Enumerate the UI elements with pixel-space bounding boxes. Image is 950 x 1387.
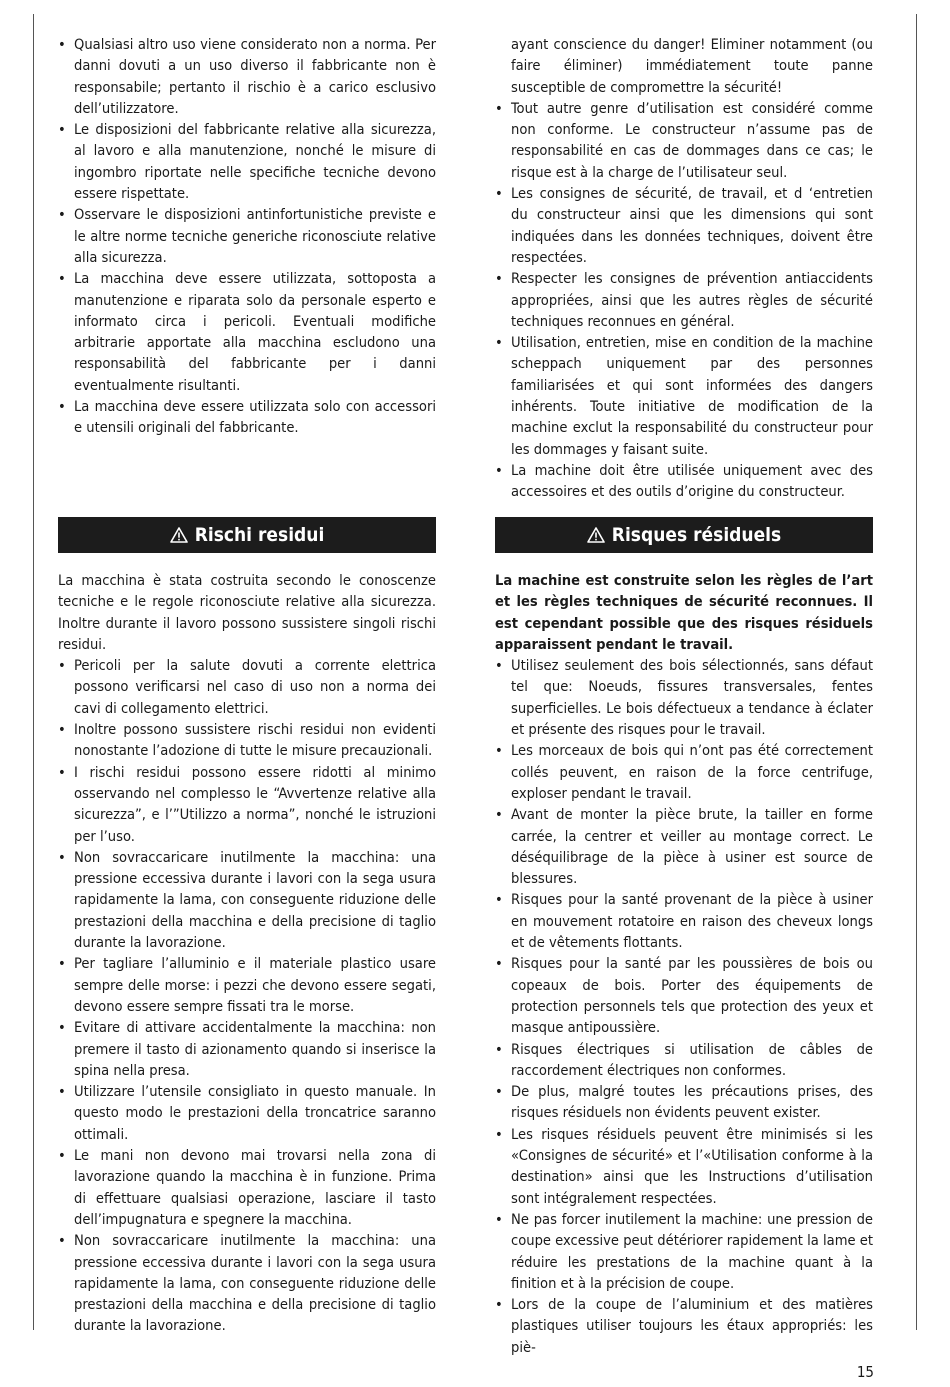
heading-text: Risques résiduels: [611, 524, 782, 546]
right-margin-rule: [916, 14, 917, 1330]
list-item: • Non sovraccaricare inutilmente la macchina: una pressione eccessiva durante i lavori con la sega usura rapidamente la lama, con conseguente riduzione delle prestazioni della macchina e della precisione di taglio durante la lavorazione.: [58, 847, 436, 953]
list-item: • Les consignes de sécurité, de travail, et d ‘entretien du constructeur ainsi que les dimensions qui sont indiquées dans les données techniques, doivent être respectées.: [495, 183, 873, 268]
left-top-list: [58, 34, 436, 439]
list-item: • Le disposizioni del fabbricante relative alla sicurezza, al lavoro e alla manutenzione, nonché le misure di ingombro riportate nelle specifiche tecniche devono essere rispettate.: [58, 119, 436, 204]
left-margin-rule: [33, 14, 34, 1330]
list-item: • Pericoli per la salute dovuti a corrente elettrica possono verificarsi nel caso di uso non a norma dei cavi di collegamento elettrici.: [58, 655, 436, 719]
list-item: • Tout autre genre d’utilisation est considéré comme non conforme. Le constructeur n’assume pas de responsabilité en cas de dommages dans ce cas; le risque est à la charge de l’utilisateur seul.: [495, 98, 873, 183]
right-residual-section: [495, 570, 873, 1358]
list-item: • Respecter les consignes de prévention antiaccidents appropriées, ainsi que les autres règles de sécurité techniques reconnues en général.: [495, 268, 873, 332]
list-item: • De plus, malgré toutes les précautions prises, des risques résiduels non évidents peuvent exister.: [495, 1081, 873, 1124]
section-intro: La macchina è stata costruita secondo le conoscenze tecniche e le regole riconosciute relative alla sicurezza. Inoltre durante il lavoro possono sussistere singoli rischi residui.: [58, 572, 436, 653]
warning-triangle-icon: [587, 527, 605, 543]
left-top-column: [58, 34, 436, 439]
section-heading-risques-residuels: [495, 517, 873, 553]
list-item: • Ne pas forcer inutilement la machine: une pression de coupe excessive peut détériorer rapidement la lame et réduire les prestations de la machine quant à la finition et à la précision de coupe.: [495, 1209, 873, 1294]
list-item: • I rischi residui possono essere ridotti al minimo osservando nel complesso le “Avvertenze relative alla sicurezza”, e l’”Utilizzo a norma”, nonché le istruzioni per l’uso.: [58, 762, 436, 847]
continuation-text: ayant conscience du danger! Eliminer notamment (ou faire éliminer) immédiatement toute panne susceptible de compromettre la sécurité!: [511, 36, 873, 96]
list-item: • Utilisation, entretien, mise en condition de la machine scheppach uniquement par des personnes familiarisées et qui sont informées des dangers inhérents. Toute initiative de modification de la machine exclut la responsabilité du constructeur pour les dommages y faisant suite.: [495, 332, 873, 460]
warning-triangle-icon: [170, 527, 188, 543]
list-item: • Osservare le disposizioni antinfortunistiche previste e le altre norme tecniche generiche riconosciute relative alla sicurezza.: [58, 204, 436, 268]
list-item: • Inoltre possono sussistere rischi residui non evidenti nonostante l’adozione di tutte le misure precauzionali.: [58, 719, 436, 762]
list-item: • Per tagliare l’alluminio e il materiale plastico usare sempre delle morse: i pezzi che devono essere segati, devono essere sempre fissati tra le morse.: [58, 953, 436, 1017]
list-item: • Risques électriques si utilisation de câbles de raccordement électriques non conformes.: [495, 1039, 873, 1082]
list-item: • La macchina deve essere utilizzata, sottoposta a manutenzione e riparata solo da personale esperto e informato circa i pericoli. Eventuali modifiche arbitrarie apportate alla macchina escludono una responsabilità del fabbricante per i danni eventualmente risultanti.: [58, 268, 436, 396]
left-residual-section: [58, 570, 436, 1337]
list-item: • Evitare di attivare accidentalmente la macchina: non premere il tasto di azionamento quando si inserisce la spina nella presa.: [58, 1017, 436, 1081]
heading-text: Rischi residui: [194, 524, 325, 546]
list-item: • Risques pour la santé par les poussières de bois ou copeaux de bois. Porter des équipements de protection personnels tels que protection des yeux et masque antipoussière.: [495, 953, 873, 1038]
list-item: • Utilizzare l’utensile consigliato in questo manuale. In questo modo le prestazioni della troncatrice saranno ottimali.: [58, 1081, 436, 1145]
list-item: • Qualsiasi altro uso viene considerato non a norma. Per danni dovuti a un uso diverso il fabbricante non è responsabile; pertanto il rischio è a carico esclusivo dell’utilizzatore.: [58, 34, 436, 119]
right-top-list: [495, 98, 873, 503]
section-heading-rischi-residui: [58, 517, 436, 553]
list-item: • La machine doit être utilisée uniquement avec des accessoires et des outils d’origine du constructeur.: [495, 460, 873, 503]
right-residual-list: [495, 655, 873, 1358]
list-item: • Le mani non devono mai trovarsi nella zona di lavorazione quando la macchina è in funzione. Prima di effettuare qualsiasi operazione, lasciare il tasto dell’impugnatura e spegnere la macchina.: [58, 1145, 436, 1230]
list-item: • Risques pour la santé provenant de la pièce à usiner en mouvement rotatoire en raison des cheveux longs et de vêtements flottants.: [495, 889, 873, 953]
list-item: • La macchina deve essere utilizzata solo con accessori e utensili originali del fabbricante.: [58, 396, 436, 439]
list-item: • Non sovraccaricare inutilmente la macchina: una pressione eccessiva durante i lavori con la sega usura rapidamente la lama, con conseguente riduzione delle prestazioni della macchina e della precisione di taglio durante la lavorazione.: [58, 1230, 436, 1336]
list-item: • Utilisez seulement des bois sélectionnés, sans défaut tel que: Noeuds, fissures transversales, fentes superficielles. Le bois défectueux a tendance à éclater et présente des risques pour le travail.: [495, 655, 873, 740]
left-residual-list: [58, 655, 436, 1337]
list-item: • Lors de la coupe de l’aluminium et des matières plastiques utiliser toujours les étaux appropriés: les piè-: [495, 1294, 873, 1358]
section-intro: La machine est construite selon les règles de l’art et les règles techniques de sécurité reconnues. Il est cependant possible que des risques résiduels apparaissent pendant le travail.: [495, 572, 873, 653]
right-top-column: [495, 34, 873, 503]
list-item: • Les risques résiduels peuvent être minimisés si les «Consignes de sécurité» et l’«Utilisation conforme à la destination» ainsi que les Instructions d’utilisation sont intégralement respectées.: [495, 1124, 873, 1209]
page-number: 15: [856, 1363, 874, 1381]
list-item: • Avant de monter la pièce brute, la tailler en forme carrée, la centrer et veiller au montage correct. Le déséquilibrage de la pièce à usiner est source de blessures.: [495, 804, 873, 889]
list-item: • Les morceaux de bois qui n’ont pas été correctement collés peuvent, en raison de la force centrifuge, exploser pendant le travail.: [495, 740, 873, 804]
